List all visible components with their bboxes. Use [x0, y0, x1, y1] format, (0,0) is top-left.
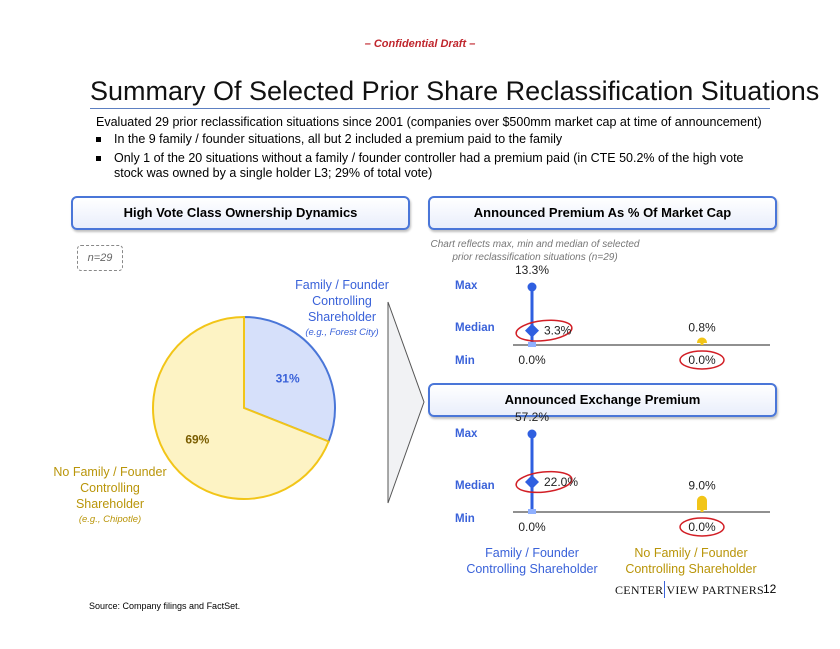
column-label-no-family: No Family / Founder Controlling Shareholder: [625, 546, 757, 576]
family-founder-text: Family / Founder Controlling Shareholder: [295, 278, 389, 324]
range-max-marker: [528, 283, 537, 292]
range-median-marker: [525, 324, 539, 338]
company-logo: [615, 581, 764, 598]
page-number: 12: [763, 582, 777, 596]
range-max-marker: [528, 430, 537, 439]
page-title: Summary Of Selected Prior Share Reclassification Situations: [90, 76, 820, 106]
range-median-value: 0.8%: [688, 320, 716, 335]
range-min-value: 0.0%: [688, 520, 716, 534]
range-median-marker: [525, 475, 539, 489]
range-min-value: 0.0%: [688, 353, 716, 367]
range-min-marker: [528, 509, 536, 514]
confidential-draft-label: – Confidential Draft –: [364, 38, 476, 50]
family-founder-example: (e.g., Forest City): [305, 327, 379, 338]
ownership-panel-header: High Vote Class Ownership Dynamics: [71, 196, 410, 230]
no-family-founder-example: (e.g., Chipotle): [78, 514, 142, 525]
range-charts: [420, 250, 780, 540]
exchange-panel-header: Announced Exchange Premium: [428, 383, 777, 417]
range-median-value: 9.0%: [688, 478, 716, 493]
logo-right-text: VIEW PARTNERS: [666, 583, 764, 597]
no-family-founder-text: No Family / Founder Controlling Shareholder: [53, 465, 167, 511]
range-median-marker: [697, 338, 707, 343]
premium-max-label: Max: [455, 280, 478, 292]
intro-text: Evaluated 29 prior reclassification situations since 2001 (companies over $500mm market cap at time of announcement): [96, 115, 762, 129]
exchange-median-label: Median: [455, 480, 495, 492]
bullet-square-icon: [96, 137, 101, 142]
range-min-marker: [528, 342, 536, 347]
source-note: Source: Company filings and FactSet.: [89, 601, 241, 611]
range-median-value: 22.0%: [544, 475, 579, 489]
range-median-value: 3.3%: [544, 323, 572, 338]
premium-median-label: Median: [455, 322, 495, 334]
bullet-item: [96, 151, 756, 181]
exchange-max-label: Max: [455, 428, 478, 440]
premium-chart-note: Chart reflects max, min and median of selected prior reclassification situations (n=29): [430, 239, 640, 263]
bullet-square-icon: [96, 156, 101, 161]
column-label-family: Family / Founder Controlling Shareholder: [466, 546, 598, 576]
no-family-founder-label: [52, 464, 168, 528]
family-founder-label: [288, 277, 396, 341]
logo-left-text: CENTER: [615, 583, 664, 597]
title-rule: [90, 108, 770, 109]
bullet-text: Only 1 of the 20 situations without a family / founder controller had a premium paid (in CTE 50.2% of the high vote stock was owned by a single holder L3; 29% of total vote): [114, 151, 744, 180]
range-max-value: 57.2%: [514, 410, 550, 424]
sample-size-box: n=29: [77, 245, 123, 271]
range-median-marker: [697, 496, 707, 510]
exchange-min-label: Min: [455, 513, 475, 525]
range-min-value: 0.0%: [518, 520, 546, 534]
premium-panel-header: Announced Premium As % Of Market Cap: [428, 196, 777, 230]
range-max-value: 13.3%: [514, 263, 550, 277]
pie-slice-label: 31%: [275, 371, 300, 386]
range-min-value: 0.0%: [518, 353, 546, 367]
pie-slice-label: 69%: [185, 432, 210, 447]
bullet-text: In the 9 family / founder situations, all but 2 included a premium paid to the family: [114, 132, 563, 146]
bullet-item: [96, 132, 756, 147]
premium-min-label: Min: [455, 355, 475, 367]
